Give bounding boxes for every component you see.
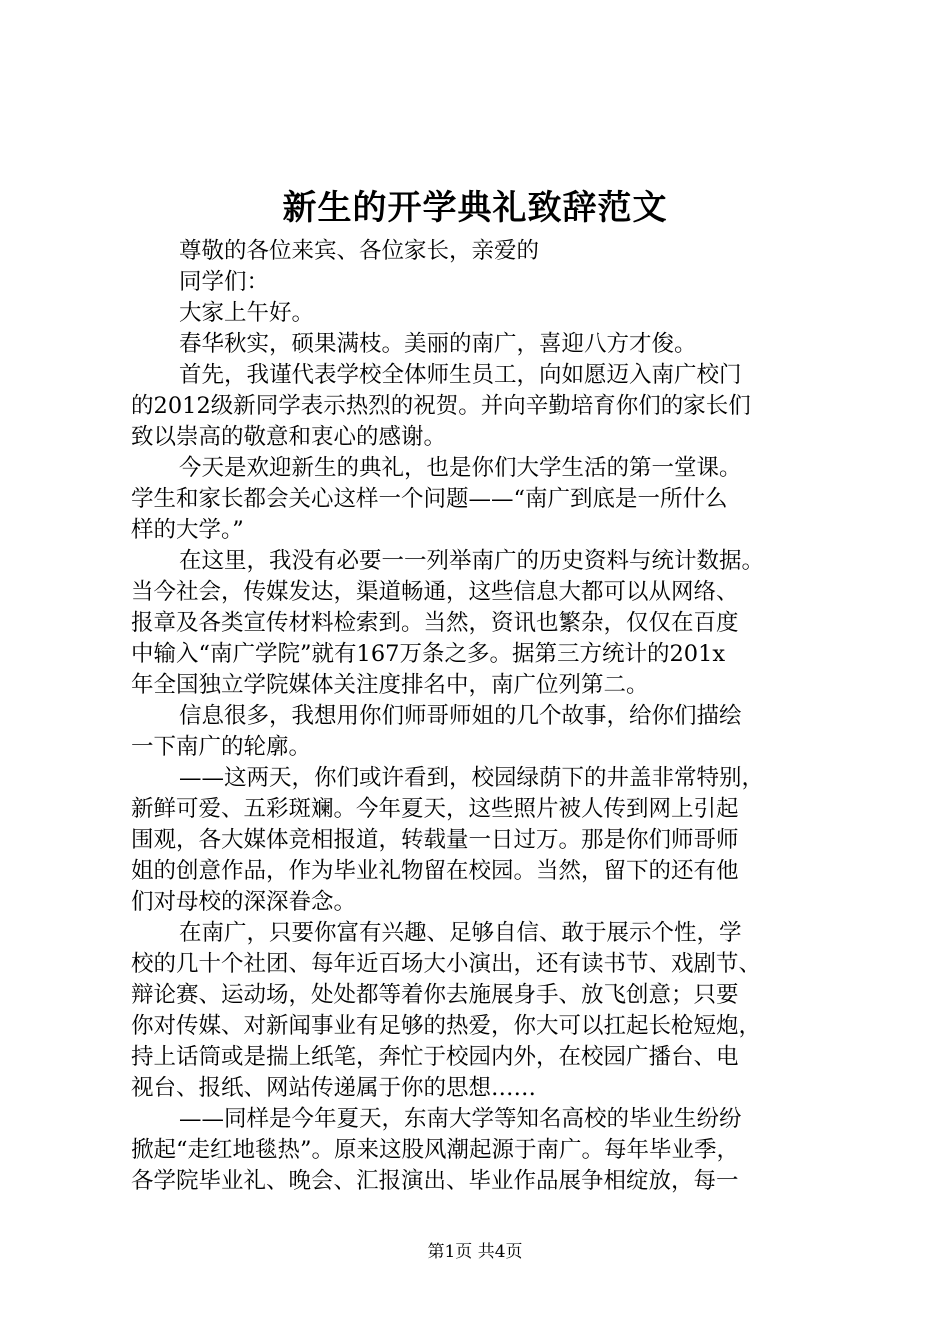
- text-line: 学生和家长都会关心这样一个问题——“南广到底是一所什么: [131, 486, 728, 512]
- text-line: 各学院毕业礼、晚会、汇报演出、毕业作品展争相绽放，每一: [131, 1168, 739, 1194]
- text-line: 同学们：: [179, 269, 270, 295]
- text-line: 首先，我谨代表学校全体师生员工，向如愿迈入南广校门: [179, 362, 742, 388]
- text-line: 围观，各大媒体竞相报道，转载量一日过万。那是你们师哥师: [131, 827, 739, 853]
- text-line: 报章及各类宣传材料检索到。当然，资讯也繁杂，仅仅在百度: [131, 610, 739, 636]
- text-line: 在这里，我没有必要一一列举南广的历史资料与统计数据。: [179, 548, 765, 574]
- text-line: 尊敬的各位来宾、各位家长，亲爱的: [179, 238, 540, 264]
- text-line: 中输入“南广学院”就有167万条之多。据第三方统计的201x: [131, 641, 726, 667]
- text-line: 校的几十个社团、每年近百场大小演出，还有读书节、戏剧节、: [131, 951, 762, 977]
- document-body: [131, 236, 836, 1197]
- text-line: 掀起“走红地毯热”。原来这股风潮起源于南广。每年毕业季，: [131, 1137, 740, 1163]
- text-line: 辩论赛、运动场，处处都等着你去施展身手、放飞创意；只要: [131, 982, 739, 1008]
- text-line: 一下南广的轮廓。: [131, 734, 312, 760]
- document-title: 新生的开学典礼致辞范文: [282, 188, 668, 228]
- text-line: 信息很多，我想用你们师哥师姐的几个故事，给你们描绘: [179, 703, 742, 729]
- text-line: ——同样是今年夏天，东南大学等知名高校的毕业生纷纷: [179, 1106, 742, 1132]
- text-line: 姐的创意作品，作为毕业礼物留在校园。当然，留下的还有他: [131, 858, 739, 884]
- text-line: 新鲜可爱、五彩斑斓。今年夏天，这些照片被人传到网上引起: [131, 796, 739, 822]
- text-line: 持上话筒或是揣上纸笔，奔忙于校园内外，在校园广播台、电: [131, 1044, 739, 1070]
- text-line: 今天是欢迎新生的典礼，也是你们大学生活的第一堂课。: [179, 455, 742, 481]
- text-line: 在南广，只要你富有兴趣、足够自信、敢于展示个性，学: [179, 920, 742, 946]
- text-line: 视台、报纸、网站传递属于你的思想……: [131, 1075, 537, 1101]
- text-line: 大家上午好。: [179, 300, 315, 326]
- page-footer: 第1页 共4页: [427, 1242, 523, 1262]
- text-line: 当今社会，传媒发达，渠道畅通，这些信息大都可以从网络、: [131, 579, 739, 605]
- text-line: 年全国独立学院媒体关注度排名中，南广位列第二。: [131, 672, 649, 698]
- text-line: 们对母校的深深眷念。: [131, 889, 357, 915]
- text-line: 你对传媒、对新闻事业有足够的热爱，你大可以扛起长枪短炮，: [131, 1013, 762, 1039]
- text-line: 的2012级新同学表示热烈的祝贺。并向辛勤培育你们的家长们: [131, 393, 751, 419]
- text-line: 样的大学。”: [131, 517, 244, 543]
- text-line: 春华秋实，硕果满枝。美丽的南广，喜迎八方才俊。: [179, 331, 697, 357]
- text-line: 致以崇高的敬意和衷心的感谢。: [131, 424, 447, 450]
- text-line: ——这两天，你们或许看到，校园绿荫下的井盖非常特别，: [179, 765, 765, 791]
